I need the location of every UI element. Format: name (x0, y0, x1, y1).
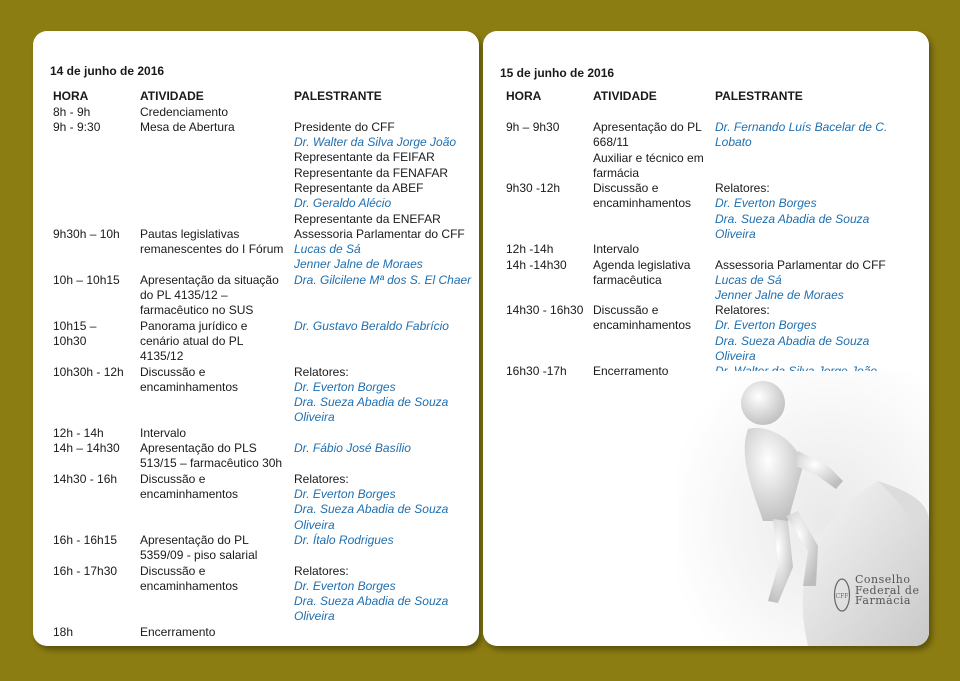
time-cell (53, 365, 124, 380)
right-page (483, 31, 929, 646)
time-cell-line: 10h30 (53, 333, 87, 348)
svg-text:CFF: CFF (835, 593, 849, 600)
speaker-cell-line: Oliveira (715, 226, 756, 241)
time-cell (53, 120, 100, 135)
speaker-cell-line: Representante da ENEFAR (294, 211, 441, 226)
activity-cell (140, 472, 238, 503)
speaker-cell-line: Dra. Sueza Abadia de Souza (294, 594, 449, 609)
activity-cell-line: farmácia (593, 165, 640, 180)
activity-cell (140, 533, 257, 564)
speaker-cell (294, 533, 394, 548)
time-cell-line: 14h – 14h30 (53, 441, 120, 456)
speaker-cell (294, 319, 449, 334)
time-cell-line: 9h30h – 10h (53, 226, 120, 241)
time-cell (506, 242, 553, 257)
speaker-cell-line: Jenner Jalne de Moraes (715, 288, 844, 303)
speaker-cell-line: Representante da FEIFAR (294, 150, 435, 165)
cff-logo (833, 575, 928, 619)
activity-cell (140, 273, 279, 319)
speaker-cell-line: Presidente do CFF (294, 119, 395, 134)
speaker-cell-line: Dra. Sueza Abadia de Souza (715, 211, 870, 226)
time-cell-line: 8h - 9h (53, 104, 91, 119)
header-palestrante: PALESTRANTE (294, 89, 382, 103)
speaker-cell (294, 365, 448, 426)
speaker-cell (294, 472, 448, 533)
speaker-cell (294, 273, 471, 288)
logo-line1: Conselho (855, 573, 911, 586)
speaker-cell-line: Dr. Everton Borges (294, 379, 396, 394)
activity-cell-line: encaminhamentos (593, 318, 692, 333)
activity-cell-line: Credenciamento (140, 104, 229, 119)
time-cell-line: 14h -14h30 (506, 257, 567, 272)
speaker-cell-line: Representante da ABEF (294, 180, 424, 195)
activity-cell (140, 625, 215, 640)
speaker-cell (715, 181, 869, 242)
activity-cell (593, 181, 691, 212)
activity-cell-line: farmacêutica (593, 272, 662, 287)
speaker-cell-line: Relatores: (715, 181, 770, 195)
time-cell-line: 12h -14h (506, 242, 554, 256)
speaker-cell-line: Representante da FENAFAR (294, 165, 449, 180)
activity-cell-line: Discussão e (140, 563, 206, 578)
left-page (33, 31, 479, 646)
time-cell (506, 258, 567, 273)
activity-cell (140, 120, 235, 135)
activity-cell-line: Agenda legislativa (593, 257, 691, 272)
speaker-cell-line: Dr. Fernando Luís Bacelar de C. (715, 120, 888, 134)
activity-cell (593, 258, 690, 289)
speaker-cell-line: Oliveira (294, 410, 335, 425)
time-cell (506, 303, 583, 318)
time-cell (53, 564, 117, 579)
activity-cell-line: 5359/09 - piso salarial (140, 548, 258, 563)
time-cell (53, 625, 73, 640)
activity-cell-line: Intervalo (140, 425, 187, 440)
activity-cell-line: Discussão e (593, 181, 659, 195)
time-cell-line: 14h30 - 16h (53, 471, 118, 486)
cff-emblem-icon (833, 577, 851, 613)
time-cell-line: 16h - 16h15 (53, 532, 118, 547)
speaker-cell-line: Relatores: (294, 364, 349, 379)
speaker-cell-line: Jenner Jalne de Moraes (294, 257, 423, 272)
time-cell (53, 533, 117, 548)
speaker-cell-line: Oliveira (294, 609, 335, 624)
speaker-cell (715, 120, 887, 151)
activity-cell-line: cenário atual do PL (140, 333, 244, 348)
activity-cell-line: Mesa de Abertura (140, 119, 235, 134)
speaker-cell-line: Dr. Everton Borges (715, 196, 817, 211)
activity-cell-line: Pautas legislativas (140, 226, 240, 241)
activity-cell (140, 319, 247, 365)
speaker-cell-line: Dr. Everton Borges (715, 318, 817, 333)
activity-cell (140, 227, 283, 258)
speaker-cell-line: Dr. Geraldo Alécio (294, 196, 392, 211)
activity-cell (140, 426, 186, 441)
activity-cell (140, 105, 228, 120)
activity-cell-line: Auxiliar e técnico em (593, 150, 704, 165)
activity-cell-line: Panorama jurídico e (140, 318, 248, 333)
speaker-cell-line: Relatores: (294, 471, 349, 486)
speaker-cell-line: Dr. Fábio José Basílio (294, 441, 411, 456)
time-cell (53, 105, 90, 120)
activity-cell-line: Discussão e (140, 471, 206, 486)
activity-cell-line: 4135/12 (140, 349, 184, 364)
activity-cell-line: remanescentes do I Fórum (140, 242, 284, 257)
time-cell (53, 426, 104, 441)
time-cell-line: 10h15 – (53, 318, 97, 333)
speaker-cell-line: Dr. Everton Borges (294, 578, 396, 593)
activity-cell (593, 364, 668, 379)
header-hora: HORA (53, 89, 89, 103)
activity-cell-line: Apresentação da situação (140, 272, 279, 287)
activity-cell (140, 564, 238, 595)
speaker-cell-line: Assessoria Parlamentar do CFF (715, 257, 886, 272)
time-cell-line: 12h - 14h (53, 425, 104, 440)
activity-cell (593, 120, 704, 181)
header-hora: HORA (506, 89, 542, 103)
activity-cell-line: farmacêutico no SUS (140, 303, 254, 318)
activity-cell-line: 668/11 (593, 135, 629, 150)
activity-cell-line: do PL 4135/12 – (140, 288, 228, 303)
time-cell (53, 273, 120, 288)
activity-cell (140, 365, 238, 396)
speaker-cell-line: Lucas de Sá (294, 242, 361, 257)
speaker-cell-line: Dra. Sueza Abadia de Souza (294, 502, 449, 517)
activity-cell-line: Discussão e (140, 364, 206, 379)
speaker-cell (294, 441, 411, 456)
activity-cell-line: Discussão e (593, 303, 659, 317)
date-left: 14 de junho de 2016 (50, 64, 165, 78)
speaker-cell-line: Dr. Everton Borges (294, 486, 396, 501)
activity-cell-line: Apresentação do PL (593, 120, 702, 134)
speaker-cell-line: Dra. Gilcilene Mª dos S. El Chaer (294, 272, 472, 287)
time-cell-line: 9h – 9h30 (506, 120, 560, 134)
time-cell (53, 441, 120, 456)
time-cell (506, 120, 559, 135)
time-cell (506, 364, 567, 379)
speaker-cell-line: Assessoria Parlamentar do CFF (294, 226, 465, 241)
speaker-cell-line: Oliveira (294, 517, 335, 532)
activity-cell-line: Encerramento (140, 624, 216, 639)
speaker-cell-line: Dra. Sueza Abadia de Souza (294, 395, 449, 410)
activity-cell-line: encaminhamentos (140, 486, 239, 501)
speaker-cell-line: Lobato (715, 135, 752, 150)
time-cell-line: 10h30h - 12h (53, 364, 124, 379)
time-cell (506, 181, 560, 196)
speaker-cell-line: Dr. Walter da Silva Jorge João (294, 135, 457, 150)
speaker-cell (715, 303, 869, 364)
time-cell-line: 9h30 -12h (506, 181, 561, 195)
time-cell-line: 10h – 10h15 (53, 272, 120, 287)
activity-cell-line: 513/15 – farmacêutico 30h (140, 456, 283, 471)
activity-cell-line: Apresentação do PLS (140, 441, 257, 456)
time-cell (53, 227, 120, 242)
activity-cell (593, 242, 639, 257)
time-cell-line: 18h (53, 624, 74, 639)
speaker-cell (294, 227, 465, 273)
activity-cell-line: encaminhamentos (140, 578, 239, 593)
header-atividade: ATIVIDADE (140, 89, 204, 103)
activity-cell-line: Apresentação do PL (140, 532, 249, 547)
time-cell-line: 9h - 9:30 (53, 119, 101, 134)
activity-cell-line: encaminhamentos (140, 379, 239, 394)
date-right: 15 de junho de 2016 (500, 66, 615, 80)
speaker-cell-line: Dra. Sueza Abadia de Souza (715, 333, 870, 348)
time-cell-line: 16h - 17h30 (53, 563, 118, 578)
activity-cell-line: Intervalo (593, 242, 640, 256)
speaker-cell-line: Relatores: (715, 303, 770, 317)
activity-cell (140, 441, 282, 472)
speaker-cell (294, 564, 448, 625)
header-palestrante: PALESTRANTE (715, 89, 803, 103)
activity-cell-line: encaminhamentos (593, 196, 692, 211)
activity-cell (593, 303, 691, 334)
speaker-cell-line: Lucas de Sá (715, 272, 782, 287)
speaker-cell (294, 120, 456, 227)
speaker-cell-line: Relatores: (294, 563, 349, 578)
time-cell-line: 14h30 - 16h30 (506, 303, 584, 317)
activity-cell-line: Encerramento (593, 364, 669, 378)
speaker-cell-line: Dr. Ítalo Rodrigues (294, 532, 394, 547)
time-cell (53, 319, 96, 350)
speaker-cell (715, 258, 886, 304)
logo-line2: Federal de (855, 583, 920, 597)
time-cell (53, 472, 117, 487)
logo-line3: Farmácia (855, 594, 911, 607)
time-cell-line: 16h30 -17h (506, 364, 567, 378)
speaker-cell-line: Oliveira (715, 348, 756, 363)
header-atividade: ATIVIDADE (593, 89, 657, 103)
speaker-cell-line: Dr. Gustavo Beraldo Fabrício (294, 318, 449, 333)
